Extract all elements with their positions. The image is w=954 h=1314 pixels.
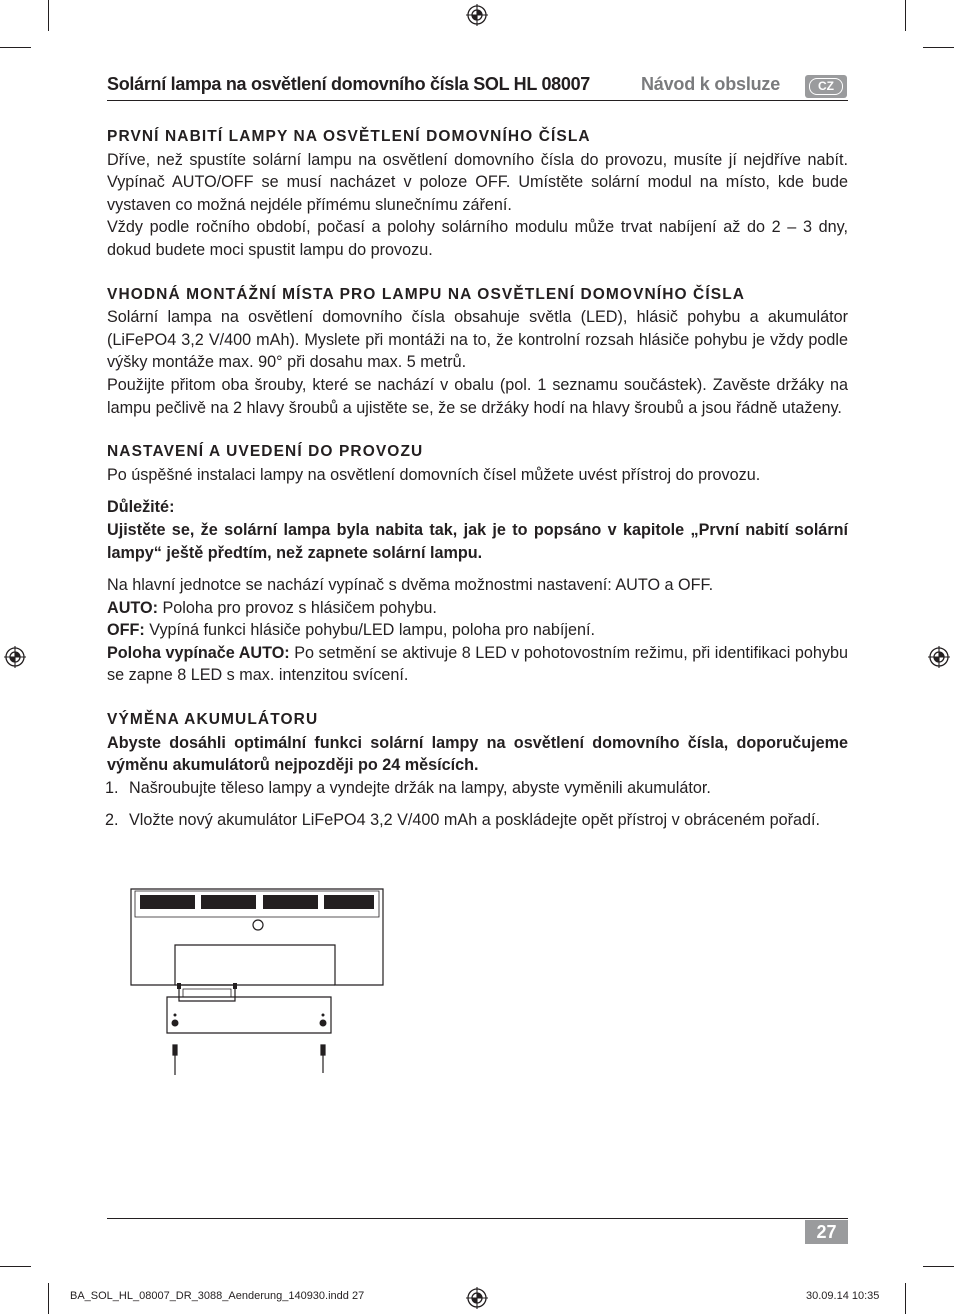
list-number: 2. xyxy=(105,811,119,830)
registration-mark-icon xyxy=(4,646,26,668)
crop-mark xyxy=(0,1266,31,1267)
manual-label: Návod k obsluze xyxy=(641,74,781,94)
paragraph: Na hlavní jednotce se nachází vypínač s dvěma možnostmi nastavení: AUTO a OFF. xyxy=(107,576,714,595)
crop-mark xyxy=(905,0,906,31)
paragraph: Solární lampa na osvětlení domovního čísla obsahuje světla (LED), hlásič pohybu a akumulátor (LiFePO4 3,2 V/400 mAh). Myslete při montáži na to, že kontrolní rozsah hlásiče pohybu je vždy podle výšky montáže max. 90° při dosahu max. 5 metrů. xyxy=(107,308,848,372)
position-label: Poloha vypínače AUTO: xyxy=(107,643,290,662)
registration-mark-icon xyxy=(928,646,950,668)
important-text: Ujistěte se, že solární lampa byla nabita tak, jak je to popsáno v kapitole „První nabití solární lampy“ ještě předtím, než zapnete solární lampu. xyxy=(107,520,848,562)
off-label: OFF: xyxy=(107,621,145,640)
header-rule xyxy=(107,100,848,101)
language-badge xyxy=(805,75,847,98)
file-info: BA_SOL_HL_08007_DR_3088_Aenderung_140930.indd 27 xyxy=(70,1290,365,1302)
page-number: 27 xyxy=(805,1220,848,1244)
footer-rule xyxy=(107,1218,848,1219)
language-code: CZ xyxy=(809,78,843,95)
off-setting xyxy=(107,619,848,642)
list-item xyxy=(107,809,848,832)
position-text: Po setmění se aktivuje 8 LED v pohotovostním režimu, při identifikaci pohybu se zapne 8 LED s max. intenzitou svícení. xyxy=(107,643,848,685)
section-heading: VÝMĚNA AKUMULÁTORU xyxy=(107,711,319,729)
print-date: 30.09.14 10:35 xyxy=(806,1290,880,1302)
section-heading: VHODNÁ MONTÁŽNÍ MÍSTA PRO LAMPU NA OSVĚTLENÍ DOMOVNÍHO ČÍSLA xyxy=(107,285,746,303)
list-text: Našroubujte těleso lampy a vyndejte držák na lampy, abyste vyměnili akumulátor. xyxy=(129,778,711,797)
recommendation: Abyste dosáhli optimální funkci solární lampy na osvětlení domovního čísla, doporučujeme výměnu akumulátorů nejpozději po 24 měsících. xyxy=(107,733,848,775)
list-number: 1. xyxy=(105,778,119,797)
crop-mark xyxy=(48,1283,49,1314)
paragraph: Vždy podle ročního období, počasí a polohy solárního modulu může trvat nabíjení až do 2 – 3 dny, dokud budete moci spustit lampu do provozu. xyxy=(107,218,848,259)
crop-mark xyxy=(905,1283,906,1314)
list-item xyxy=(107,777,848,800)
auto-text: Poloha pro provoz s hlásičem pohybu. xyxy=(157,598,437,617)
auto-position xyxy=(107,642,848,687)
important-label: Důležité: xyxy=(107,498,175,517)
paragraph: Dříve, než spustíte solární lampu na osvětlení domovního čísla do provozu, musíte jí nejdříve nabít. Vypínač AUTO/OFF se musí nacházet v poloze OFF. Umístěte solární modul na místo, kde bude vystaven co možná nejdéle přímému slunečnímu záření. xyxy=(107,150,848,214)
paragraph: Po úspěšné instalaci lampy na osvětlení domovních čísel můžete uvést přístroj do provozu. xyxy=(107,465,761,484)
paragraph: Použijte přitom oba šrouby, které se nachází v obalu (pol. 1 seznamu součástek). Zavěste držáky na lampu pečlivě na 2 hlavy šroubů a ujistěte se, že se držáky hodí na hlavy šroubů a jsou řádně utaženy. xyxy=(107,375,848,417)
registration-mark-icon xyxy=(466,4,488,26)
section-heading: NASTAVENÍ A UVEDENÍ DO PROVOZU xyxy=(107,443,424,461)
registration-mark-icon xyxy=(466,1287,488,1309)
document-title: Solární lampa na osvětlení domovního čísla SOL HL 08007 xyxy=(107,74,591,94)
crop-mark xyxy=(48,0,49,31)
battery-replacement-illustration xyxy=(125,885,390,1077)
auto-label: AUTO: xyxy=(107,598,158,617)
crop-mark xyxy=(0,47,31,48)
crop-mark xyxy=(923,47,954,48)
main-content xyxy=(107,126,848,832)
list-text: Vložte nový akumulátor LiFePO4 3,2 V/400 mAh a poskládejte opět přístroj v obráceném pořadí. xyxy=(129,811,821,830)
auto-setting xyxy=(107,597,848,620)
crop-mark xyxy=(923,1266,954,1267)
off-text: Vypíná funkci hlásiče pohybu/LED lampu, poloha pro nabíjení. xyxy=(144,621,596,640)
section-heading: PRVNÍ NABITÍ LAMPY NA OSVĚTLENÍ DOMOVNÍHO ČÍSLA xyxy=(107,128,591,145)
